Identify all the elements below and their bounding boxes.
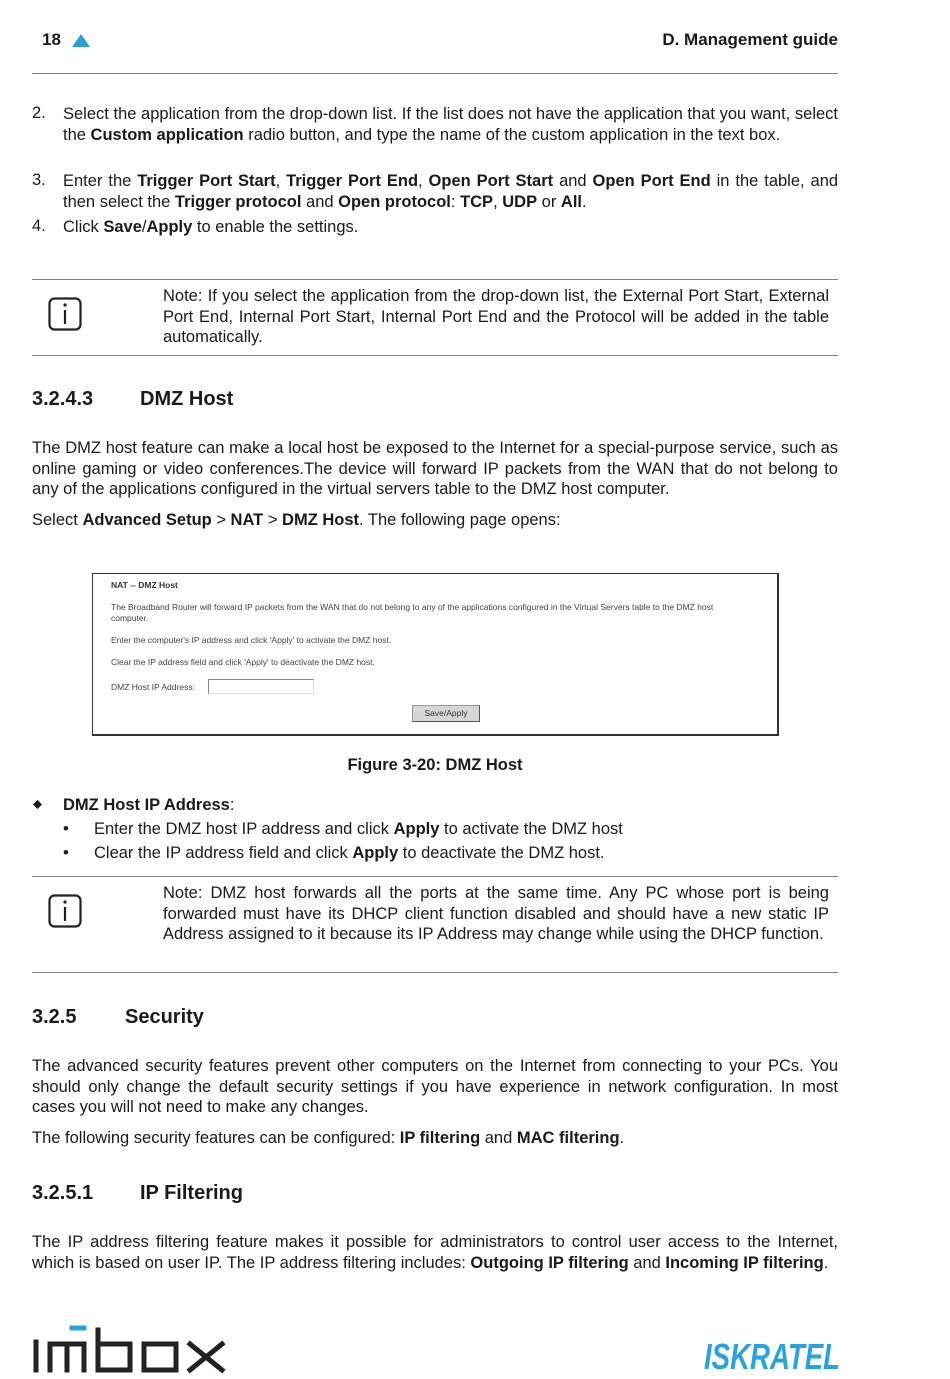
field-description-title (63, 796, 234, 815)
section-number: 3.2.5 (32, 1006, 77, 1028)
section-heading: DMZ Host (140, 388, 234, 410)
bold-text: Custom application (90, 125, 244, 144)
text-run: and (553, 172, 593, 190)
info-icon (48, 297, 82, 331)
step-text (63, 217, 838, 238)
section-number: 3.2.4.3 (32, 388, 94, 410)
step-number: 2. (32, 104, 46, 122)
save-apply-button[interactable]: Save/Apply (412, 705, 480, 722)
bold-text: Open protocol (338, 192, 451, 211)
bold-text: Open Port Start (428, 172, 554, 190)
bold-text: Apply (352, 844, 399, 862)
bold-text: Apply (393, 820, 440, 838)
note-text: Note: DMZ host forwards all the ports at the same time. Any PC whose port is being forwarded must have its DHCP client function disabled and should have a new static IP Address assigned to it because its IP Address may change while using the DHCP function. (163, 884, 829, 944)
bold-text: DMZ Host (282, 511, 360, 529)
note-text: Note: If you select the application from the drop-down list, the External Port Start, External Port End, Internal Port Start, Internal Port End and the Protocol will be added in the table automatically. (163, 287, 829, 347)
text-run: Select the application from the drop-down list. If the list does not have the application that you want, select the (63, 105, 838, 144)
bold-text: Save (103, 218, 142, 236)
note-rule-top (32, 279, 838, 280)
screenshot-text: The Broadband Router will forward IP packets from the WAN that do not belong to any of the applications configured in the Virtual Servers table to the DMZ host (111, 602, 714, 612)
bold-text: Trigger protocol (174, 192, 302, 211)
text-run: . The following page opens: (359, 511, 561, 529)
text-run: > (263, 511, 283, 529)
iskratel-logo (704, 1336, 840, 1377)
note-rule-bottom (32, 972, 838, 973)
text-run: to deactivate the DMZ host. (398, 844, 605, 862)
svg-text:ISKRATEL: ISKRATEL (704, 1336, 840, 1377)
text-run: . (619, 1129, 625, 1147)
bold-text: NAT (230, 511, 264, 529)
bold-text: Apply (146, 218, 193, 236)
section-number: 3.2.5.1 (32, 1182, 94, 1204)
section-heading: IP Filtering (140, 1182, 243, 1204)
text-run: : (450, 192, 461, 211)
screenshot-text: Clear the IP address field and click 'Apply' to deactivate the DMZ host. (111, 657, 375, 667)
text-run: Clear the IP address field and click (94, 844, 353, 862)
text-run: . (823, 1253, 829, 1272)
text-run: The following security features can be configured: (32, 1129, 400, 1147)
screenshot-text: Enter the computer's IP address and click 'Apply' to activate the DMZ host. (111, 635, 392, 645)
info-icon (48, 894, 82, 928)
step-number: 4. (32, 217, 46, 235)
paragraph: The advanced security features prevent other computers on the Internet from connecting to your PCs. You should only change the default security settings if you have experience in network configuration. In most cases you will not need to make any changes. (32, 1057, 838, 1117)
screenshot-title: NAT -- DMZ Host (111, 580, 178, 590)
text-run: , (275, 172, 287, 190)
screenshot-field-label: DMZ Host IP Address: (111, 682, 195, 692)
bold-text: Incoming IP filtering (665, 1253, 824, 1272)
bold-text: TCP (460, 192, 494, 211)
text-run: in the table, and then select the (63, 172, 839, 211)
text-run: radio button, and type the name of the custom application in the text box. (243, 125, 781, 144)
text-run: to enable the settings. (192, 218, 359, 236)
header-rule (32, 73, 838, 74)
field-colon: : (229, 796, 235, 814)
note-rule-top (32, 876, 838, 877)
paragraph: The DMZ host feature can make a local host be exposed to the Internet for a special-purpose service, such as online gaming or video conferences.The device will forward IP packets from the WAN that do not belong to any of the applications configured in the virtual servers table to the DMZ host computer. (32, 439, 838, 499)
bold-text: All (560, 192, 583, 211)
imbox-logo (32, 1322, 228, 1376)
text-run: Enter the DMZ host IP address and click (94, 820, 394, 838)
text-run: and (480, 1129, 517, 1147)
text-run: . (582, 192, 587, 211)
bold-text: Outgoing IP filtering (470, 1253, 629, 1272)
bold-text: IP filtering (399, 1129, 481, 1147)
step-text (63, 104, 838, 145)
triangle-icon (71, 33, 91, 48)
paragraph (32, 1232, 838, 1273)
bullet-text (94, 820, 623, 839)
page-number: 18 (42, 30, 61, 49)
text-run: > (211, 511, 231, 529)
bold-text: Open Port End (592, 172, 711, 190)
text-run: Select (32, 511, 83, 529)
bold-text: Advanced Setup (82, 511, 212, 529)
text-run: and (628, 1253, 666, 1272)
dmz-host-screenshot (92, 573, 779, 736)
step-number: 3. (32, 171, 46, 189)
bullet-dot: • (63, 820, 69, 838)
text-run: The IP address filtering feature makes it possible for administrators to control user access to the Internet, which is based on user IP. The IP address filtering includes: (32, 1233, 838, 1272)
dmz-ip-input[interactable] (208, 679, 314, 694)
text-run: or (537, 192, 561, 211)
paragraph (32, 510, 838, 531)
paragraph (32, 1128, 838, 1149)
text-run: and (301, 192, 339, 211)
text-run: Enter the (63, 172, 138, 190)
bold-text: MAC filtering (516, 1129, 620, 1147)
step-text (63, 171, 838, 212)
note-rule-bottom (32, 355, 838, 356)
section-title: D. Management guide (662, 30, 838, 49)
screenshot-text: computer. (111, 613, 149, 623)
bold-text: Trigger Port Start (137, 172, 276, 190)
text-run: Click (63, 218, 104, 236)
text-run: , (493, 192, 503, 211)
text-run: to activate the DMZ host (439, 820, 623, 838)
field-name: DMZ Host IP Address (63, 796, 230, 814)
text-run: / (141, 218, 147, 236)
text-run: , (418, 172, 429, 190)
bullet-dot: • (63, 844, 69, 862)
bold-text: Trigger Port End (286, 172, 419, 190)
section-heading: Security (125, 1006, 204, 1028)
diamond-bullet-icon (33, 800, 42, 809)
bullet-text (94, 844, 605, 863)
bold-text: UDP (502, 192, 538, 211)
figure-caption: Figure 3-20: DMZ Host (347, 756, 523, 774)
